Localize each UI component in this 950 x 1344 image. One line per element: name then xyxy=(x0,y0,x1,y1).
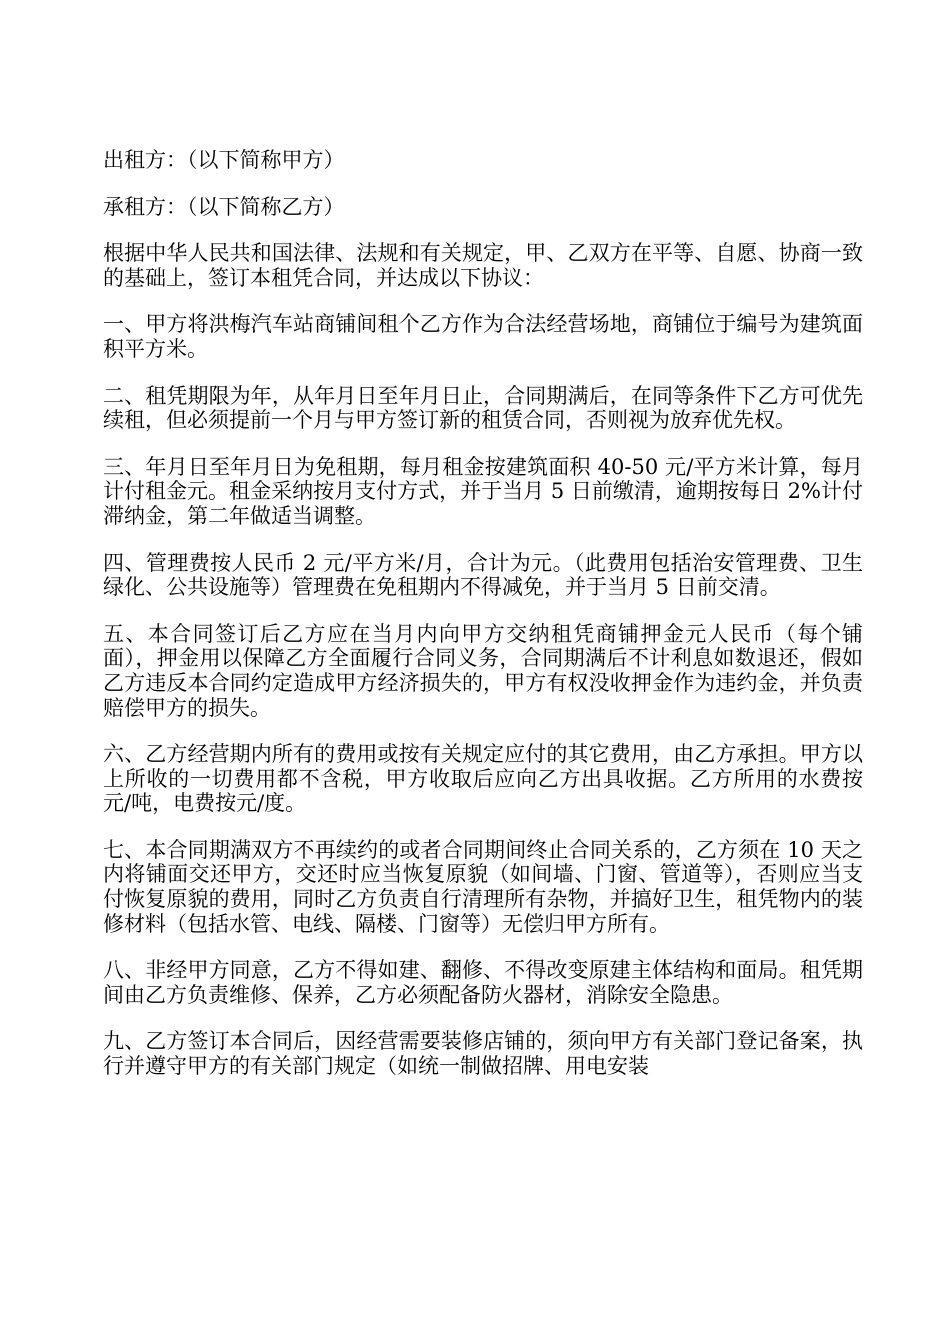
clause-5: 五、本合同签订后乙方应在当月内向甲方交纳租凭商铺押金元人民币（每个铺面），押金用以保障乙方全面履行合同义务，合同期满后不计利息如数退还，假如乙方违反本合同约定造成甲方经济损失的，甲方有权没收押金作为违约金，并负责赔偿甲方的损失。 xyxy=(103,621,863,720)
lessor-line: 出租方：（以下简称甲方） xyxy=(103,148,345,172)
clause-4: 四、管理费按人民币 2 元/平方米/月，合计为元。（此费用包括治安管理费、卫生绿化、公共设施等）管理费在免租期内不得减免，并于当月 5 日前交清。 xyxy=(103,550,863,600)
clause-9: 九、乙方签订本合同后，因经营需要装修店铺的，须向甲方有关部门登记备案，执行并遵守甲方的有关部门规定（如统一制做招牌、用电安装 xyxy=(103,1029,863,1079)
clause-6: 六、乙方经营期内所有的费用或按有关规定应付的其它费用，由乙方承担。甲方以上所收的一切费用都不含税，甲方收取后应向乙方出具收据。乙方所用的水费按元/吨，电费按元/度。 xyxy=(103,742,863,816)
clause-8: 八、非经甲方同意，乙方不得如建、翻修、不得改变原建主体结构和面局。租凭期间由乙方负责维修、保养，乙方必须配备防火器材，消除安全隐患。 xyxy=(103,958,863,1007)
clause-3: 三、年月日至年月日为免租期，每月租金按建筑面积 40-50 元/平方米计算，每月计付租金元。租金采纳按月支付方式，并于当月 5 日前缴清，逾期按每日 2%计付滞纳金，第二年做适当调整。 xyxy=(103,454,863,528)
clause-2: 二、租凭期限为年，从年月日至年月日止，合同期满后，在同等条件下乙方可优先续租，但必须提前一个月与甲方签订新的租赁合同，否则视为放弃优先权。 xyxy=(103,383,863,433)
clause-7: 七、本合同期满双方不再续约的或者合同期间终止合同关系的，乙方须在 10 天之内将铺面交还甲方，交还时应当恢复原貌（如间墙、门窗、管道等），否则应当支付恢复原貌的费用，同时乙方负责自行清理所有杂物，并搞好卫生，租凭物内的装修材料（包括水管、电线、隔楼、门窗等）无偿归甲方所有。 xyxy=(103,837,863,936)
clause-1: 一、甲方将洪梅汽车站商铺间租个乙方作为合法经营场地，商铺位于编号为建筑面积平方米。 xyxy=(103,312,863,361)
document-body xyxy=(103,148,863,1101)
preamble-paragraph: 根据中华人民共和国法律、法规和有关规定，甲、乙双方在平等、自愿、协商一致的基础上，签订本租凭合同，并达成以下协议： xyxy=(103,241,863,290)
lessee-line: 承租方：（以下简称乙方） xyxy=(103,194,345,219)
